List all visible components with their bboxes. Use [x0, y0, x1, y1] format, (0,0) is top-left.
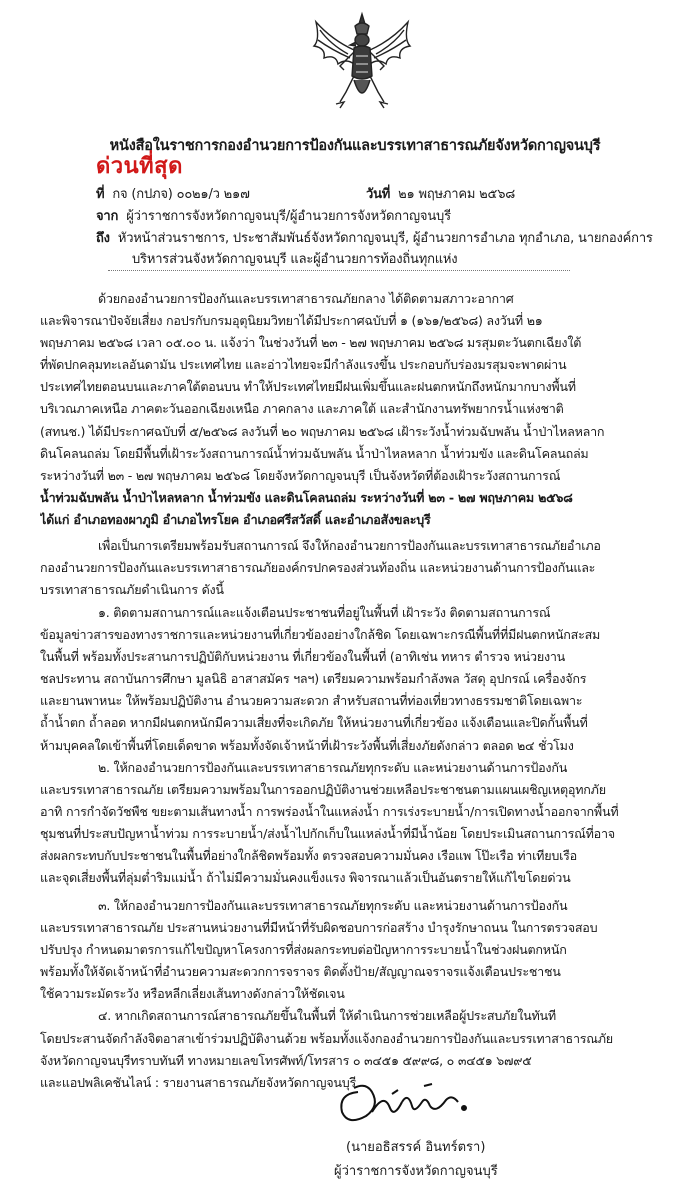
- p3-line-11: ชุมชนที่ประสบปัญหาน้ำท่วม การระบายน้ำ/ส่งน้ำไปกักเก็บในแหล่งน้ำที่มีน้ำน้อย โดยประเมินสถานการณ์ที่อาจ: [40, 825, 615, 841]
- p3-line-2: ข้อมูลข่าวสารของทางราชการและหน่วยงานที่เกี่ยวข้องอย่างใกล้ชิด โดยเฉพาะกรณีพื้นที่ที่มีฝนตกหนักสะสม: [40, 627, 601, 643]
- p1-line-1: ด้วยกองอำนวยการป้องกันและบรรเทาสาธารณภัยกลาง ได้ติดตามสภาวะอากาศ: [98, 291, 514, 306]
- p1-line-11: ได้แก่ อำเภอทองผาภูมิ อำเภอไทรโยค อำเภอศรีสวัสดิ์ และอำเภอสังขละบุรี: [40, 511, 431, 527]
- p4-line-1: ๓. ให้กองอำนวยการป้องกันและบรรเทาสาธารณภัยทุกระดับ และหน่วยงานด้านการป้องกัน: [98, 898, 568, 913]
- from-line: [96, 205, 451, 226]
- document-heading: หนังสือในราชการกองอำนวยการป้องกันและบรรเทาสาธารณภัยจังหวัดกาญจนบุรี: [109, 138, 601, 154]
- p4-line-4: พร้อมทั้งให้จัดเจ้าหน้าที่อำนวยความสะดวกการจราจร ติดตั้งป้าย/สัญญาณจราจรแจ้งเตือนประชาชน: [40, 964, 561, 980]
- paragraph-1: [40, 288, 646, 531]
- to-value-2: บริหารส่วนจังหวัดกาญจนบุรี และผู้อำนวยการท้องถิ่นทุกแห่ง: [132, 252, 458, 267]
- p4-line-5: ใช้ความระมัดระวัง หรือหลีกเลี่ยงเส้นทางดังกล่าวให้ชัดเจน: [40, 986, 345, 1002]
- reference-line: [96, 183, 250, 204]
- p3-line-9: และบรรเทาสาธารณภัย เตรียมความพร้อมในการออกปฏิบัติงานช่วยเหลือประชาชนตามแผนเผชิญเหตุอุทกภัย: [40, 781, 606, 797]
- p4-line-7: โดยประสานจัดกำลังจิตอาสาเข้าร่วมปฏิบัติงานด้วย พร้อมทั้งแจ้งกองอำนวยการป้องกันและบรรเทาสาธารณภัย: [40, 1030, 613, 1046]
- p1-line-4: ที่พัดปกคลุมทะเลอันดามัน ประเทศไทย และอ่าวไทยจะมีกำลังแรงขึ้น ประกอบกับร่องมรสุมจะพาดผ่าน: [40, 357, 567, 373]
- p1-line-10: น้ำท่วมฉับพลัน น้ำป่าไหลหลาก น้ำท่วมขัง และดินโคลนถล่ม ระหว่างวันที่ ๒๓ - ๒๗ พฤษภาคม ๒๕๖๘: [40, 489, 573, 505]
- p2-line-3: บรรเทาสาธารณภัยดำเนินการ ดังนี้: [40, 582, 224, 598]
- date-line: [366, 183, 515, 204]
- paragraph-2: [40, 535, 646, 601]
- from-value: ผู้ว่าราชการจังหวัดกาญจนบุรี/ผู้อำนวยการจังหวัดกาญจนบุรี: [126, 209, 451, 224]
- p1-line-8: ดินโคลนถล่ม โดยมีพื้นที่เฝ้าระวังสถานการณ์น้ำท่วมฉับพลัน น้ำป่าไหลหลาก น้ำท่วมขัง และดินโคลนถล่ม: [40, 445, 589, 461]
- divider: [108, 270, 570, 271]
- signatory-name: (นายอธิสรรค์ อินทร์ตรา): [346, 1140, 486, 1155]
- p3-line-1: ๑. ติดตามสถานการณ์และแจ้งเตือนประชาชนที่อยู่ในพื้นที่ เฝ้าระวัง ติดตามสถานการณ์: [98, 605, 551, 620]
- signatory-position: ผู้ว่าราชการจังหวัดกาญจนบุรี: [334, 1164, 498, 1179]
- p1-line-7: (สทนช.) ได้มีประกาศฉบับที่ ๕/๒๕๖๘ ลงวันที่ ๒๐ พฤษภาคม ๒๕๖๘ เฝ้าระวังน้ำท่วมฉับพลัน น้ำป่าไหลหลาก: [40, 423, 605, 439]
- to-line: [96, 227, 653, 248]
- date-value: ๒๑ พฤษภาคม ๒๕๖๘: [398, 187, 516, 202]
- p3-line-3: ในพื้นที่ พร้อมทั้งประสานการปฏิบัติกับหน่วยงาน ที่เกี่ยวข้องในพื้นที่ (อาทิเช่น ทหาร ตำรวจ หน่วยงาน: [40, 649, 566, 665]
- p3-line-7: ห้ามบุคคลใดเข้าพื้นที่โดยเด็ดขาด พร้อมทั้งจัดเจ้าหน้าที่เฝ้าระวังพื้นที่เสี่ยงภัยดังกล่าว ตลอด ๒๔ ชั่วโมง: [40, 737, 574, 753]
- p4-line-8: จังหวัดกาญจนบุรีทราบทันที ทางหมายเลขโทรศัพท์/โทรสาร ๐ ๓๔๕๑ ๕๙๙๘, ๐ ๓๔๕๑ ๖๗๙๕: [40, 1052, 532, 1068]
- p3-line-4: ชลประทาน สถาบันการศึกษา มูลนิธิ อาสาสมัคร ฯลฯ) เตรียมความพร้อมกำลังพล วัสดุ อุปกรณ์ เครื่องจักร: [40, 671, 587, 687]
- p3-line-6: ถ้ำน้ำตก ถ้ำลอด หากมีฝนตกหนักมีความเสี่ยงที่จะเกิดภัย ให้หน่วยงานที่เกี่ยวข้อง แจ้งเตือนและปิดกั้นพื้นที่: [40, 715, 588, 731]
- p3-line-8: ๒. ให้กองอำนวยการป้องกันและบรรเทาสาธารณภัยทุกระดับ และหน่วยงานด้านการป้องกัน: [98, 759, 568, 775]
- to-label: ถึง: [96, 231, 110, 246]
- p3-line-12: ส่งผลกระทบกับประชาชนในพื้นที่อย่างใกล้ชิดพร้อมทั้ง ตรวจสอบความมั่นคง เรือแพ โป๊ะเรือ ท่าเทียบเรือ: [40, 848, 577, 864]
- date-label: วันที่: [366, 187, 391, 202]
- paragraph-3: [40, 602, 646, 889]
- p4-line-9: และแอปพลิเคชันไลน์ : รายงานสาธารณภัยจังหวัดกาญจนบุรี: [40, 1074, 357, 1090]
- p2-line-1: เพื่อเป็นการเตรียมพร้อมรับสถานการณ์ จึงให้กองอำนวยการป้องกันและบรรเทาสาธารณภัยอำเภอ: [98, 538, 601, 553]
- ref-value: กจ (กปภจ) ๐๐๒๑/ว ๒๑๗: [112, 187, 250, 202]
- p1-line-3: พฤษภาคม ๒๕๖๘ เวลา ๐๕.๐๐ น. แจ้งว่า ในช่วงวันที่ ๒๓ - ๒๗ พฤษภาคม ๒๕๖๘ มรสุมตะวันตกเฉียงใต้: [40, 335, 582, 351]
- p4-line-2: และบรรเทาสาธารณภัย ประสานหน่วยงานที่มีหน้าที่รับผิดชอบการก่อสร้าง บำรุงรักษาถนน ในการตรวจสอบ: [40, 920, 598, 936]
- urgency-stamp: ด่วนที่สุด: [96, 154, 183, 179]
- p3-line-5: และยานพาหนะ ให้พร้อมปฏิบัติงาน อำนวยความสะดวก สำหรับสถานที่ท่องเที่ยวทางธรรมชาติโดยเฉพาะ: [40, 693, 583, 709]
- garuda-emblem-icon: [310, 10, 414, 112]
- p1-line-6: บริเวณภาคเหนือ ภาคตะวันออกเฉียงเหนือ ภาคกลาง และภาคใต้ และสำนักงานทรัพยากรน้ำแห่งชาติ: [40, 401, 564, 417]
- p1-line-2: และพิจารณาปัจจัยเสี่ยง กอปรกับกรมอุตุนิยมวิทยาได้มีประกาศฉบับที่ ๑ (๑๖๑/๒๕๖๘) ลงวันที่ ๒๑: [40, 313, 543, 329]
- p1-line-9: ระหว่างวันที่ ๒๓ - ๒๗ พฤษภาคม ๒๕๖๘ โดยจังหวัดกาญจนบุรี เป็นจังหวัดที่ต้องเฝ้าระวังสถานการณ์: [40, 467, 561, 483]
- p4-line-3: ปรับปรุง กำหนดมาตรการแก้ไขปัญหาโครงการที่ส่งผลกระทบต่อปัญหาการระบายน้ำในช่วงฝนตกหนัก: [40, 942, 567, 958]
- handwritten-signature: [328, 1072, 478, 1128]
- p2-line-2: กองอำนวยการป้องกันและบรรเทาสาธารณภัยองค์กรปกครองส่วนท้องถิ่น และหน่วยงานด้านการป้องกันและ: [40, 560, 596, 576]
- to-line-continued: [132, 248, 457, 269]
- p3-line-13: และจุดเสี่ยงพื้นที่ลุ่มต่ำริมแม่น้ำ ถ้าไม่มีความมั่นคงแข็งแรง พิจารณาแล้วเป็นอันตรายให้แก้ไขโดยด่วน: [40, 870, 571, 886]
- ref-label: ที่: [96, 187, 105, 202]
- paragraph-4: [40, 895, 646, 1094]
- from-label: จาก: [96, 209, 119, 224]
- to-value-1: หัวหน้าส่วนราชการ, ประชาสัมพันธ์จังหวัดกาญจนบุรี, ผู้อำนวยการอำเภอ ทุกอำเภอ, นายกองค์การ: [117, 231, 653, 246]
- p4-line-6: ๔. หากเกิดสถานการณ์สาธารณภัยขึ้นในพื้นที่ ให้ดำเนินการช่วยเหลือผู้ประสบภัยในทันที: [98, 1008, 556, 1024]
- p3-line-10: อาทิ การกำจัดวัชพืช ขยะตามเส้นทางน้ำ การพร่องน้ำในแหล่งน้ำ การเร่งระบายน้ำ/การเปิดทางน้ำออกจากพื้นที่: [40, 803, 619, 819]
- p1-line-5: ประเทศไทยตอนบนและภาคใต้ตอนบน ทำให้ประเทศไทยมีฝนเพิ่มขึ้นและฝนตกหนักถึงหนักมากบางพื้นที่: [40, 379, 576, 395]
